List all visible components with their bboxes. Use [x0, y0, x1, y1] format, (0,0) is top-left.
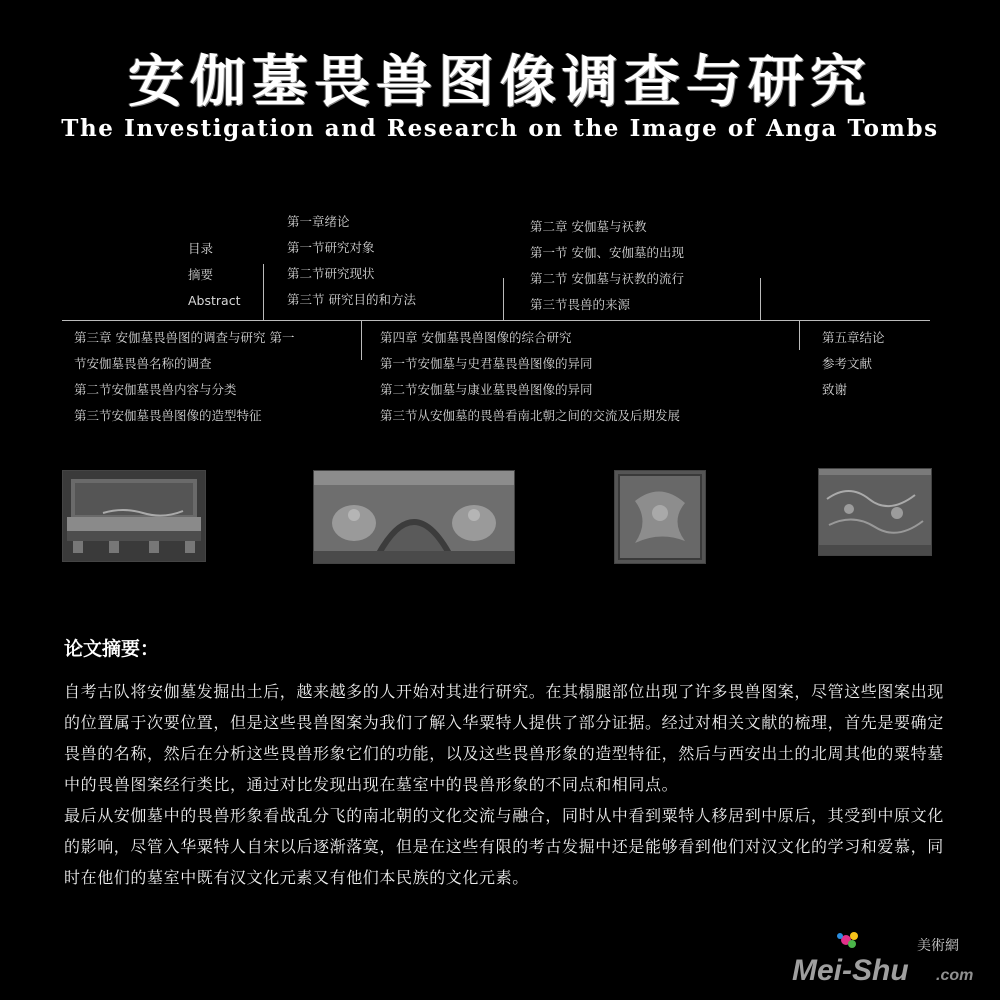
toc-item: 第一节 安伽、安伽墓的出现 — [530, 245, 684, 260]
toc-item: 第二节研究现状 — [287, 266, 375, 281]
watermark-logo — [788, 928, 988, 988]
toc-item: Abstract — [188, 293, 241, 308]
photo-stone-couch — [62, 470, 206, 562]
toc-column-6 — [822, 325, 885, 403]
toc-item: 目录 — [188, 241, 214, 256]
toc-column-2 — [287, 209, 416, 313]
toc-item: 第二章 安伽墓与祆教 — [530, 219, 647, 234]
abstract-body — [64, 676, 944, 893]
toc-item: 参考文献 — [822, 356, 873, 371]
toc-item: 第三章 安伽墓畏兽图的调查与研究 第一 — [74, 330, 295, 345]
toc-item: 第一节研究对象 — [287, 240, 375, 255]
toc-item: 致谢 — [822, 382, 848, 397]
toc-item: 摘要 — [188, 267, 214, 282]
toc-divider — [263, 264, 264, 320]
abstract-paragraph: 自考古队将安伽墓发掘出土后，越来越多的人开始对其进行研究。在其榻腿部位出现了许多畏兽图案，尽管这些图案出现的位置属于次要位置，但是这些畏兽图案为我们了解入华粟特人提供了部分证据。经过对相关文献的梳理，首先是要确定畏兽的名称，然后在分析这些畏兽形象它们的功能，以及这些畏兽形象的造型特征，然后与西安出土的北周其他的粟特墓中的畏兽图案经行类比，通过对比发现出现在墓室中的畏兽形象的不同点和相同点。 — [64, 682, 944, 794]
toc-item: 第四章 安伽墓畏兽图像的综合研究 — [380, 330, 572, 345]
toc-divider — [799, 320, 800, 350]
photo-relief-panel — [313, 470, 515, 564]
toc-item: 第三节安伽墓畏兽图像的造型特征 — [74, 408, 262, 423]
toc-divider — [361, 320, 362, 360]
watermark-cn: 美術網 — [917, 938, 959, 954]
toc-column-3 — [530, 214, 684, 318]
toc-item: 第三节畏兽的来源 — [530, 297, 631, 312]
toc-column-1 — [188, 236, 240, 314]
watermark-en: Mei-Shu — [792, 954, 909, 987]
toc-item: 第二节 安伽墓与祆教的流行 — [530, 271, 684, 286]
photo-carved-beast-panel — [614, 470, 706, 564]
toc-item: 第一章绪论 — [287, 214, 350, 229]
toc-item: 第三节 研究目的和方法 — [287, 292, 416, 307]
toc-column-4 — [74, 325, 294, 429]
watermark-suffix: .com — [936, 967, 974, 984]
toc-item: 第二节安伽墓与康业墓畏兽图像的异同 — [380, 382, 593, 397]
page-title: 安伽墓畏兽图像调查与研究 — [128, 49, 872, 115]
toc-divider — [760, 278, 761, 320]
toc-item: 第五章结论 — [822, 330, 885, 345]
toc-item: 节安伽墓畏兽名称的调查 — [74, 356, 212, 371]
toc-divider — [503, 278, 504, 320]
page-subtitle: The Investigation and Research on the Image of Anga Tombs — [61, 115, 939, 142]
abstract-heading: 论文摘要： — [64, 638, 160, 660]
photo-engraved-scene — [818, 468, 932, 556]
toc-item: 第二节安伽墓畏兽内容与分类 — [74, 382, 237, 397]
toc-column-5 — [380, 325, 680, 429]
abstract-paragraph: 最后从安伽墓中的畏兽形象看战乱分飞的南北朝的文化交流与融合，同时从中看到粟特人移居到中原后，其受到中原文化的影响，尽管入华粟特人自宋以后逐渐落寞，但是在这些有限的考古发掘中还是能够看到他们对汉文化的学习和爱慕，同时在他们的墓室中既有汉文化元素又有他们本民族的文化元素。 — [64, 806, 944, 887]
toc-item: 第三节从安伽墓的畏兽看南北朝之间的交流及后期发展 — [380, 408, 681, 423]
toc-item: 第一节安伽墓与史君墓畏兽图像的异同 — [380, 356, 593, 371]
